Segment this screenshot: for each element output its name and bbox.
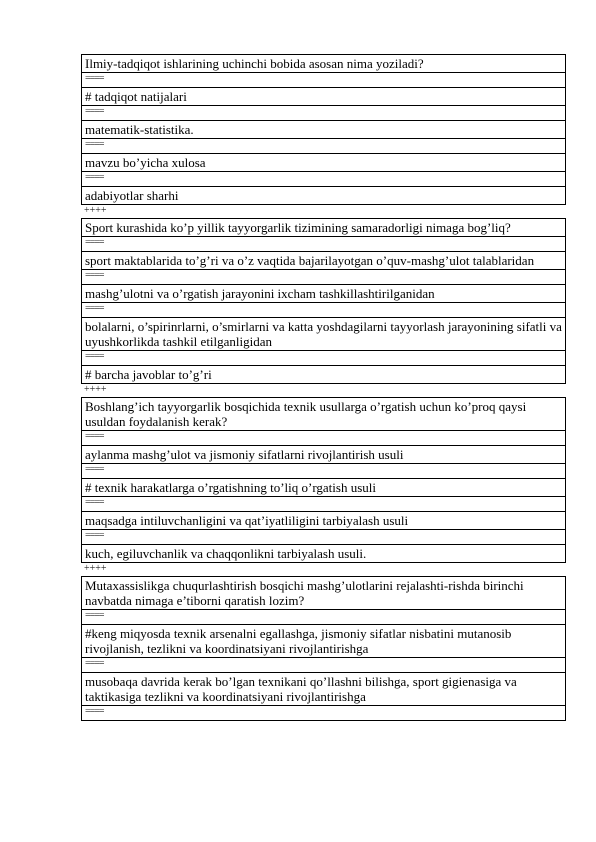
answer-option: maqsadga intiluvchanligini va qat’iyatliligini tarbiyalash usuli [82,512,565,530]
question-block [81,54,566,205]
answer-option: kuch, egiluvchanlik va chaqqonlikni tarbiyalash usuli. [82,545,565,563]
question-block [81,576,566,721]
question-text: Ilmiy-tadqiqot ishlarining uchinchi bobida asosan nima yoziladi? [82,55,565,73]
separator: ==== [82,172,565,187]
answer-option: #keng miqyosda texnik arsenalni egallashga, jismoniy sifatlar nisbatini mutanosib rivojlanish, tezlikni va koordinatsiyani rivojlantirishga [82,625,565,658]
answer-option: mavzu bo’yicha xulosa [82,154,565,172]
test-document [81,54,566,721]
separator: ==== [82,497,565,512]
answer-option: sport maktablarida to’g’ri va o’z vaqtida bajarilayotgan o’quv-mashg’ulot talablaridan [82,252,565,270]
separator: ==== [82,530,565,545]
question-text: Boshlang’ich tayyorgarlik bosqichida texnik usullarga o’rgatish uchun ko’proq qaysi usuldan foydalanish kerak? [82,398,565,431]
separator: ==== [82,658,565,673]
separator: ==== [82,106,565,121]
answer-option: bolalarni, o’spirinrlarni, o’smirlarni va katta yoshdagilarni tayyorlash jarayonining sifatli va uyushkorlikda tashkil etilganligidan [82,318,565,351]
separator: ==== [82,237,565,252]
question-text: Sport kurashida ko’p yillik tayyorgarlik tizimining samaradorligi nimaga bog’liq? [82,219,565,237]
question-block [81,218,566,384]
answer-option: mashg’ulotni va o’rgatish jarayonini ixcham tashkillashtirilganidan [82,285,565,303]
answer-option: aylanma mashg’ulot va jismoniy sifatlarni rivojlantirish usuli [82,446,565,464]
question-text: Mutaxassislikga chuqurlashtirish bosqichi mashg’ulotlarini rejalashti-rishda birinchi navbatda nimaga e’tiborni qaratish lozim? [82,577,565,610]
answer-option: musobaqa davrida kerak bo’lgan texnikani qo’llashni bilishga, sport gigienasiga va taktikasiga tezlikni va koordinatsiyani rivojlantirishga [82,673,565,706]
separator: ==== [82,303,565,318]
answer-option: # barcha javoblar to’g’ri [82,366,565,384]
answer-option: matematik-statistika. [82,121,565,139]
question-block [81,397,566,563]
separator: ==== [82,610,565,625]
end-marker: ++++ [84,205,107,216]
separator: ==== [82,706,565,721]
separator: ==== [82,139,565,154]
separator: ==== [82,270,565,285]
separator: ==== [82,464,565,479]
separator: ==== [82,73,565,88]
separator: ==== [82,431,565,446]
separator: ==== [82,351,565,366]
answer-option: # texnik harakatlarga o’rgatishning to’liq o’rgatish usuli [82,479,565,497]
end-marker: ++++ [84,563,107,574]
answer-option: # tadqiqot natijalari [82,88,565,106]
end-marker: ++++ [84,384,107,395]
answer-option: adabiyotlar sharhi [82,187,565,205]
